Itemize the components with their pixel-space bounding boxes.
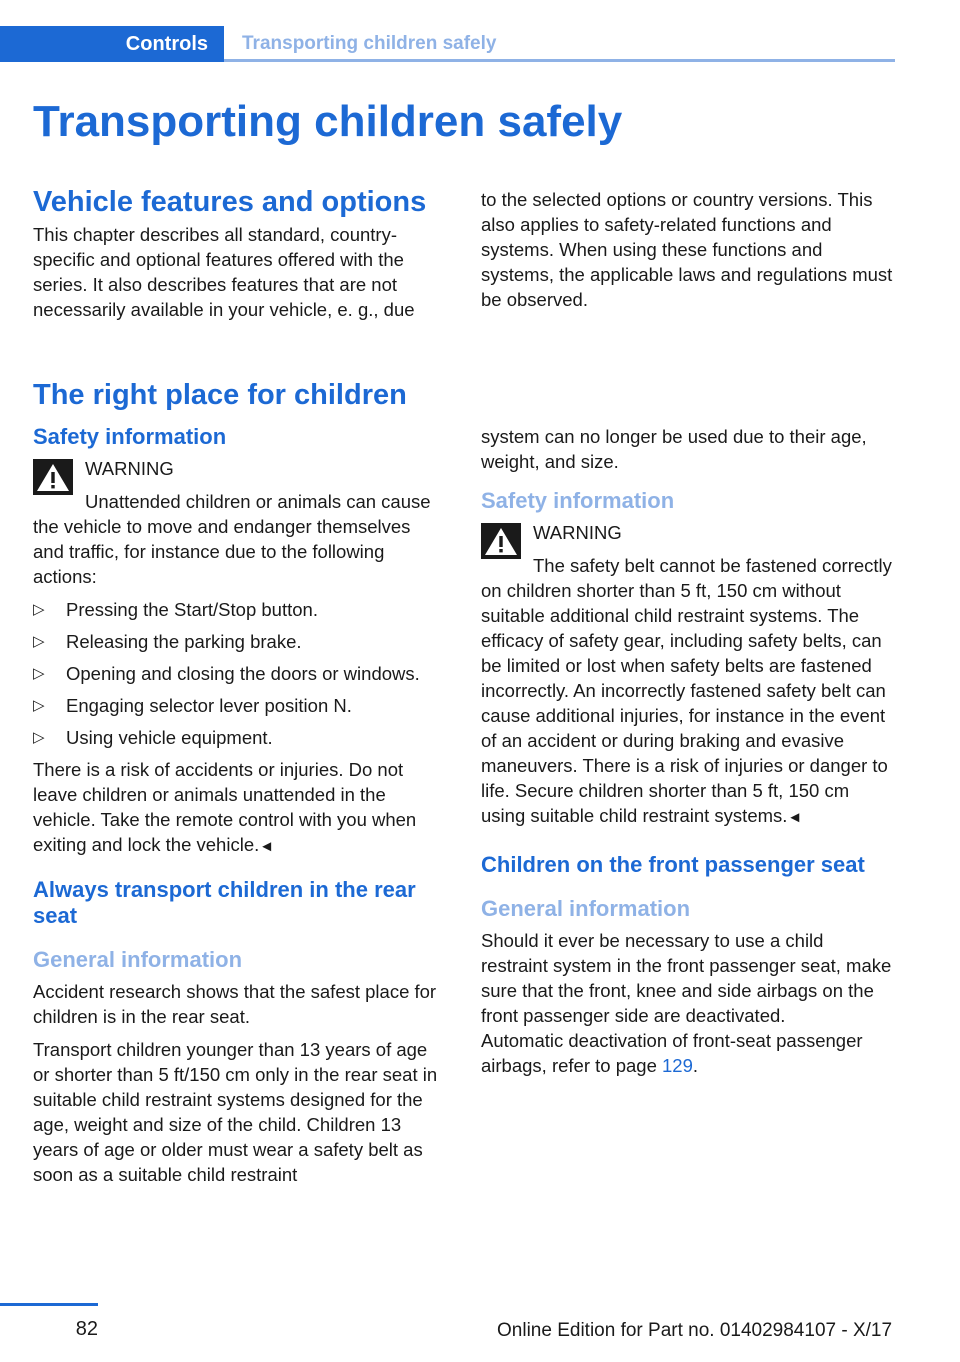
rear-seat-para1: Accident research shows that the safest place for children is in the rear seat. <box>33 981 437 1027</box>
front-seat-heading: Children on the front passenger seat <box>481 852 865 877</box>
warning-triangle-icon <box>33 459 73 495</box>
safety-info-2-heading: Safety information <box>481 488 675 513</box>
list-item: ▷ Engaging selector lever position N. <box>33 695 352 716</box>
header-topic: Transporting children safely <box>242 33 497 54</box>
warning-2-text: The safety belt cannot be fastened correctly on children shorter than 5 ft, 150 cm without suitable additional child restraint systems. The efficacy of safety gear, including safety belts, can be limited or lost when safety belts are fastened incorrectly. An incorrectly fastened safety belt can cause additional injuries, for instance in the event of an accident or during braking and evasive maneuvers. There is a risk of injuries or danger to life. Secure children shorter than 5 ft, 150 cm using suitable child restraint systems.◄ <box>481 555 892 826</box>
vehicle-features-heading: Vehicle features and options <box>33 186 427 218</box>
warning-block <box>33 456 446 859</box>
general-info-heading: General information <box>33 947 243 972</box>
warning-intro: Unattended children or animals can cause the vehicle to move and endanger themselves and traffic, for instance due to the following actions: <box>33 491 431 587</box>
end-mark-icon: ◄ <box>787 809 803 826</box>
page-ref-link[interactable]: 129 <box>662 1055 693 1076</box>
header-divider <box>224 59 895 62</box>
right-place-heading: The right place for children <box>33 379 407 411</box>
list-item: ▷ Opening and closing the doors or windows. <box>33 663 420 684</box>
warning-block-2 <box>481 520 894 830</box>
triangle-bullet-icon: ▷ <box>33 601 45 618</box>
front-seat-text: Should it ever be necessary to use a child restraint system in the front passenger seat, make sure that the front, knee and side airbags on the front passenger side are deactivated. <box>481 930 892 1026</box>
warning-triangle-icon <box>481 523 521 559</box>
warning-label: WARNING <box>533 522 622 543</box>
warning-outro: There is a risk of accidents or injuries. Do not leave children or animals unattended in the vehicle. Take the remote control with you when exiting and lock the vehicle.◄ <box>33 759 417 855</box>
footer-divider <box>0 1303 98 1306</box>
rear-seat-para2: Transport children younger than 13 years of age or shorter than 5 ft/150 cm only in the rear seat in suitable child restraint systems designed for the age, weight and size of the child. Children 13 years of age or older must wear a safety belt as soon as a suitable child restraint <box>33 1039 438 1185</box>
list-item: ▷ Using vehicle equipment. <box>33 727 273 748</box>
warning-label: WARNING <box>85 458 174 479</box>
header-section-tab[interactable]: Controls <box>0 26 224 62</box>
triangle-bullet-icon: ▷ <box>33 697 45 714</box>
end-mark-icon: ◄ <box>259 838 275 855</box>
front-seat-ref: Automatic deactivation of front-seat passenger airbags, refer to page 129. <box>481 1030 863 1076</box>
triangle-bullet-icon: ▷ <box>33 665 45 682</box>
list-item: ▷ Pressing the Start/Stop button. <box>33 599 318 620</box>
list-item: ▷ Releasing the parking brake. <box>33 631 302 652</box>
vehicle-features-right <box>481 187 894 320</box>
right-column <box>481 424 894 1086</box>
footer-edition: Online Edition for Part no. 01402984107 - X/17 <box>497 1320 893 1341</box>
rear-seat-para2-continued: system can no longer be used due to their age, weight, and size. <box>481 426 867 472</box>
vehicle-features-para-left: This chapter describes all standard, country-specific and optional features offered with the series. It also describes features that are not necessarily available in your vehicle, e. g., due <box>33 224 415 320</box>
action-list <box>33 597 446 750</box>
vehicle-features-left <box>33 184 446 330</box>
triangle-bullet-icon: ▷ <box>33 633 45 650</box>
safety-info-heading: Safety information <box>33 424 227 449</box>
running-header <box>0 26 895 62</box>
triangle-bullet-icon: ▷ <box>33 729 45 746</box>
vehicle-features-para-right: to the selected options or country versions. This also applies to safety-related functions and systems. When using these functions and systems, the applicable laws and regulations must be observed. <box>481 189 893 310</box>
page-number: 82 <box>75 1318 98 1340</box>
front-general-info-heading: General information <box>481 896 691 921</box>
left-column <box>33 424 446 1195</box>
page-title: Transporting children safely <box>33 97 623 146</box>
rear-seat-heading: Always transport children in the rear seat <box>33 877 416 928</box>
